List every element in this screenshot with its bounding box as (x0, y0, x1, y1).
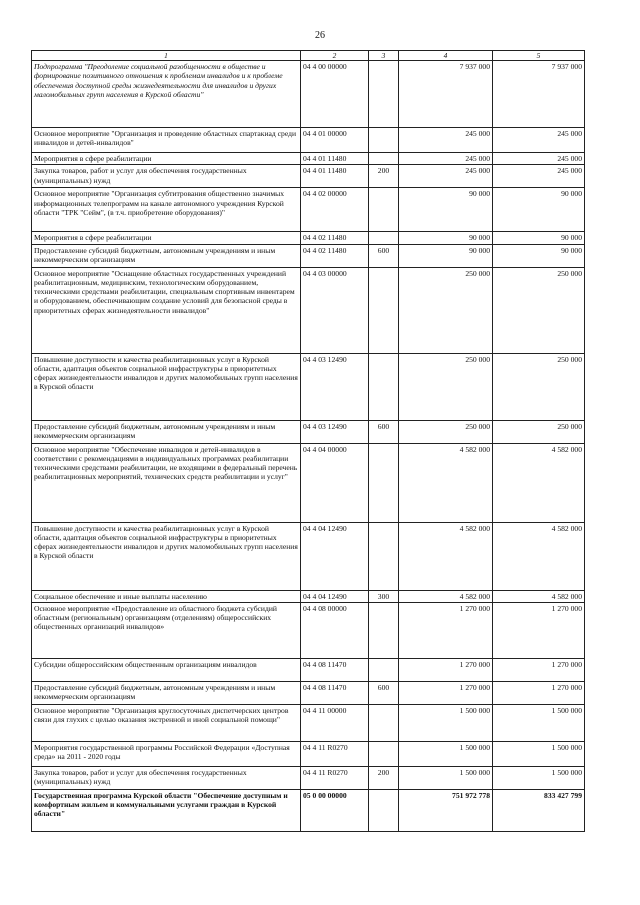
row-description: Основное мероприятие "Организация и проведение областных спартакиад среди инвалидов и детей-инвалидов" (32, 128, 301, 153)
row-amount-1: 4 582 000 (399, 590, 493, 602)
row-amount-1: 90 000 (399, 244, 493, 267)
row-description: Основное мероприятие «Предоставление из областного бюджета субсидий областным (региональным) организациям (отделениям) общероссийских общественных организаций инвалидов» (32, 602, 301, 658)
budget-table (31, 50, 585, 832)
row-amount-2: 1 270 000 (493, 602, 585, 658)
row-code: 04 4 01 11480 (301, 153, 369, 165)
row-amount-1: 1 270 000 (399, 658, 493, 681)
row-amount-1: 7 937 000 (399, 61, 493, 128)
row-amount-2: 245 000 (493, 128, 585, 153)
row-code: 04 4 08 11470 (301, 658, 369, 681)
row-amount-2: 245 000 (493, 165, 585, 188)
row-description: Подпрограмма "Преодоление социальной разобщенности в обществе и формирование позитивного отношения к проблемам инвалидов и к проблеме обеспечения доступной среды жизнедеятельности для инвалидов и других маломобильных групп населения в Курской области" (32, 61, 301, 128)
row-expense-type (369, 232, 399, 244)
row-amount-1: 1 270 000 (399, 602, 493, 658)
row-description: Повышение доступности и качества реабилитационных услуг в Курской области, адаптация объектов социальной инфраструктуры в приоритетных сферах жизнедеятельности инвалидов и других маломобильных групп населения в Курской области (32, 522, 301, 590)
table-row (32, 704, 585, 741)
row-amount-1: 1 270 000 (399, 681, 493, 704)
row-description: Закупка товаров, работ и услуг для обеспечения государственных (муниципальных) нужд (32, 165, 301, 188)
table-row (32, 590, 585, 602)
row-description: Мероприятия в сфере реабилитации (32, 153, 301, 165)
row-expense-type (369, 741, 399, 766)
row-code: 04 4 03 12490 (301, 353, 369, 420)
table-row (32, 128, 585, 153)
table-row (32, 267, 585, 353)
row-amount-2: 90 000 (493, 232, 585, 244)
row-description: Предоставление субсидий бюджетным, автономным учреждениям и иным некоммерческим организациям (32, 681, 301, 704)
row-code: 04 4 01 11480 (301, 165, 369, 188)
row-amount-1: 1 500 000 (399, 766, 493, 789)
table-row (32, 153, 585, 165)
row-amount-2: 4 582 000 (493, 522, 585, 590)
table-row (32, 165, 585, 188)
row-description: Социальное обеспечение и иные выплаты населению (32, 590, 301, 602)
row-expense-type: 600 (369, 681, 399, 704)
table-row (32, 420, 585, 443)
row-amount-1: 4 582 000 (399, 443, 493, 522)
row-description: Предоставление субсидий бюджетным, автономным учреждениям и иным некоммерческим организациям (32, 420, 301, 443)
row-amount-1: 250 000 (399, 420, 493, 443)
row-amount-2: 250 000 (493, 267, 585, 353)
table-row (32, 681, 585, 704)
row-description: Субсидии общероссийским общественным организациям инвалидов (32, 658, 301, 681)
row-expense-type (369, 704, 399, 741)
row-expense-type (369, 267, 399, 353)
page-number: 26 (315, 30, 325, 41)
row-description: Мероприятия государственной программы Российской Федерации «Доступная среда» на 2011 - 2020 годы (32, 741, 301, 766)
table-row (32, 522, 585, 590)
row-code: 04 4 04 00000 (301, 443, 369, 522)
table-row (32, 244, 585, 267)
row-expense-type: 600 (369, 244, 399, 267)
row-amount-2: 1 500 000 (493, 741, 585, 766)
row-description: Закупка товаров, работ и услуг для обеспечения государственных (муниципальных) нужд (32, 766, 301, 789)
row-description: Мероприятия в сфере реабилитации (32, 232, 301, 244)
row-amount-1: 1 500 000 (399, 704, 493, 741)
row-amount-2: 1 500 000 (493, 766, 585, 789)
row-amount-1: 250 000 (399, 353, 493, 420)
row-expense-type: 600 (369, 420, 399, 443)
header-col-5: 5 (493, 51, 585, 61)
row-amount-1: 751 972 778 (399, 789, 493, 831)
row-amount-2: 250 000 (493, 420, 585, 443)
row-code: 04 4 04 12490 (301, 522, 369, 590)
row-code: 04 4 02 11480 (301, 244, 369, 267)
row-amount-1: 4 582 000 (399, 522, 493, 590)
row-code: 04 4 03 12490 (301, 420, 369, 443)
row-amount-2: 90 000 (493, 188, 585, 232)
row-amount-2: 833 427 799 (493, 789, 585, 831)
row-code: 04 4 03 00000 (301, 267, 369, 353)
row-code: 05 0 00 00000 (301, 789, 369, 831)
row-amount-1: 1 500 000 (399, 741, 493, 766)
row-amount-2: 1 500 000 (493, 704, 585, 741)
table-row (32, 766, 585, 789)
row-description: Основное мероприятие "Организация субтитрования общественно значимых информационных телепрограмм на канале автономного учреждения Курской области "ТРК "Сейм", (в т.ч. приобретение оборудования)" (32, 188, 301, 232)
row-amount-2: 7 937 000 (493, 61, 585, 128)
row-code: 04 4 11 R0270 (301, 741, 369, 766)
row-expense-type (369, 443, 399, 522)
row-code: 04 4 08 00000 (301, 602, 369, 658)
row-amount-1: 90 000 (399, 188, 493, 232)
table-row (32, 741, 585, 766)
row-description: Основное мероприятие "Оснащение областных государственных учреждений реабилитационным, медицинским, технологическим оборудованием, техническими средствами реабилитации, специальным спортивным инвентарем и оборудованием, обеспечивающим создание условий для безопасной среды в приоритетных сферах жизнедеятельности инвалидов" (32, 267, 301, 353)
row-code: 04 4 04 12490 (301, 590, 369, 602)
row-amount-2: 90 000 (493, 244, 585, 267)
table-row (32, 602, 585, 658)
table-header-row (32, 51, 585, 61)
row-amount-2: 1 270 000 (493, 658, 585, 681)
table-row (32, 61, 585, 128)
table-row (32, 789, 585, 831)
table-row (32, 658, 585, 681)
row-code: 04 4 01 00000 (301, 128, 369, 153)
row-amount-2: 4 582 000 (493, 590, 585, 602)
row-expense-type: 200 (369, 165, 399, 188)
table-row (32, 443, 585, 522)
row-expense-type (369, 188, 399, 232)
row-expense-type (369, 602, 399, 658)
header-col-3: 3 (369, 51, 399, 61)
row-expense-type (369, 658, 399, 681)
row-amount-2: 1 270 000 (493, 681, 585, 704)
row-amount-1: 245 000 (399, 153, 493, 165)
table-row (32, 188, 585, 232)
row-expense-type: 300 (369, 590, 399, 602)
row-amount-2: 4 582 000 (493, 443, 585, 522)
row-description: Основное мероприятие "Обеспечение инвалидов и детей-инвалидов в соответствии с рекомендациями в индивидуальных программах реабилитации техническими средствами реабилитации, не входящими в федеральный перечень реабилитационных мероприятий, технических средств реабилитации и услуг" (32, 443, 301, 522)
header-col-2: 2 (301, 51, 369, 61)
row-code: 04 4 00 00000 (301, 61, 369, 128)
row-expense-type (369, 128, 399, 153)
row-code: 04 4 02 00000 (301, 188, 369, 232)
row-code: 04 4 08 11470 (301, 681, 369, 704)
row-expense-type (369, 61, 399, 128)
header-col-1: 1 (32, 51, 301, 61)
table-row (32, 232, 585, 244)
row-amount-2: 250 000 (493, 353, 585, 420)
row-expense-type (369, 522, 399, 590)
row-description: Повышение доступности и качества реабилитационных услуг в Курской области, адаптация объектов социальной инфраструктуры в приоритетных сферах жизнедеятельности инвалидов и других маломобильных групп населения в Курской области (32, 353, 301, 420)
row-code: 04 4 11 R0270 (301, 766, 369, 789)
row-amount-2: 245 000 (493, 153, 585, 165)
row-amount-1: 245 000 (399, 165, 493, 188)
row-description: Предоставление субсидий бюджетным, автономным учреждениям и иным некоммерческим организациям (32, 244, 301, 267)
table-row (32, 353, 585, 420)
header-col-4: 4 (399, 51, 493, 61)
row-description: Государственная программа Курской области "Обеспечение доступным и комфортным жильем и коммунальными услугами граждан в Курской области" (32, 789, 301, 831)
row-amount-1: 245 000 (399, 128, 493, 153)
row-code: 04 4 02 11480 (301, 232, 369, 244)
row-expense-type: 200 (369, 766, 399, 789)
row-code: 04 4 11 00000 (301, 704, 369, 741)
row-expense-type (369, 353, 399, 420)
row-expense-type (369, 789, 399, 831)
row-description: Основное мероприятие "Организация круглосуточных диспетчерских центров связи для глухих с целью оказания экстренной и иной социальной помощи" (32, 704, 301, 741)
row-amount-1: 90 000 (399, 232, 493, 244)
row-amount-1: 250 000 (399, 267, 493, 353)
row-expense-type (369, 153, 399, 165)
